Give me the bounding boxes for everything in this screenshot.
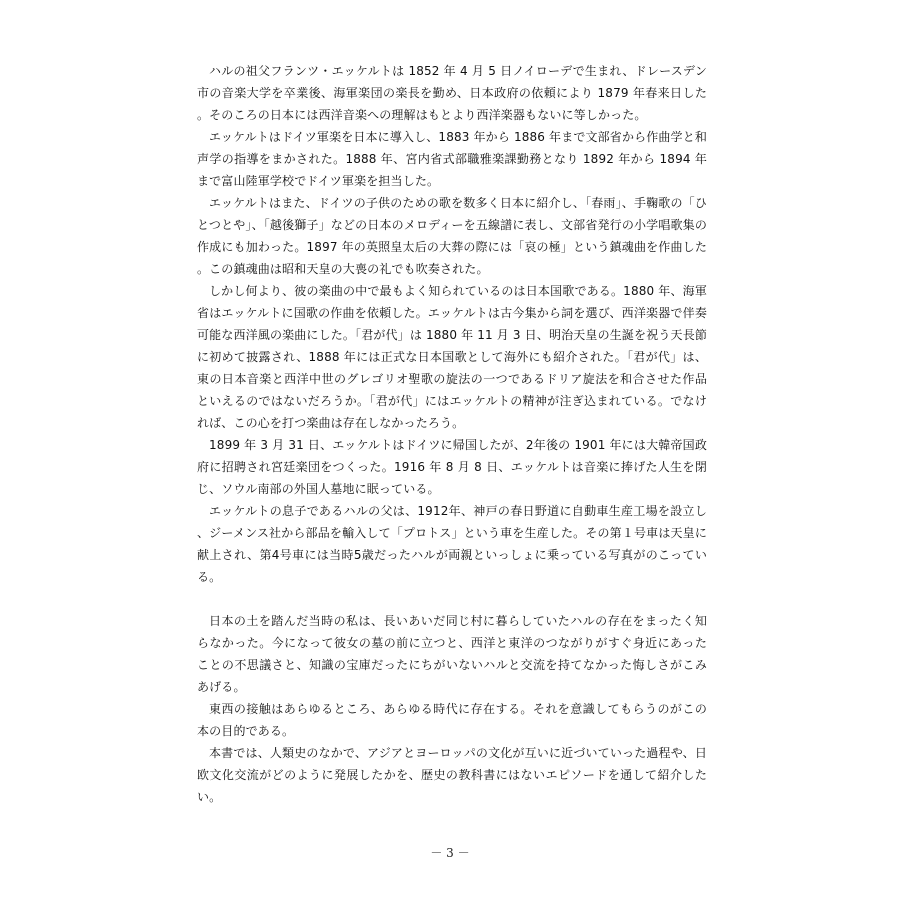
paragraph-national-anthem: しかし何より、彼の楽曲の中で最もよく知られているのは日本国歌である。1880 年、海軍省はエッケルトに国歌の作曲を依頼した。エッケルトは古今集から詞を選び、西洋楽器で伴奏可能な西洋風の楽曲にした。「君が代」は 1880 年 11 月 3 日、明治天皇の生誕を祝う天長節に初めて披露され、1888 年には正式な日本国歌として海外にも紹介された。「君が代」は、東の日本音楽と西洋中世のグレゴリオ聖歌の旋法の一つであるドリア旋法を和合させた作品といえるのではないだろうか。「君が代」にはエッケルトの精神が注ぎ込まれている。でなければ、この心を打つ楽曲は存在しなかったろう。 — [197, 284, 707, 430]
paragraph-author-reflection: 日本の土を踏んだ当時の私は、長いあいだ同じ村に暮らしていたハルの存在をまったく知らなかった。今になって彼女の墓の前に立つと、西洋と東洋のつながりがすぐ身近にあったことの不思議さと、知識の宝庫だったにちがいないハルと交流を持てなかった悔しさがこみあげる。 — [197, 614, 707, 694]
paragraph-east-west-contact: 東西の接触はあらゆるところ、あらゆる時代に存在する。それを意識してもらうのがこの本の目的である。 — [197, 702, 707, 738]
paragraph-haru-father: エッケルトの息子であるハルの父は、1912年、神戸の春日野道に自動車生産工場を設立し、ジーメンス社から部品を輸入して「プロトス」という車を生産した。その第１号車は天皇に献上され、第4号車には当時5歳だったハルが両親といっしょに乗っている写真がのこっている。 — [197, 504, 707, 584]
paragraph-military-music: エッケルトはドイツ軍楽を日本に導入し、1883 年から 1886 年まで文部省から作曲学と和声学の指導をまかされた。1888 年、宮内省式部職雅楽課勤務となり 1892 年から 1894 年まで富山陸軍学校でドイツ軍楽を担当した。 — [197, 130, 708, 188]
body-text — [197, 60, 707, 808]
page-number: － 3 － — [430, 846, 470, 860]
section-spacer — [197, 588, 707, 610]
paragraph-songs-introduction: エッケルトはまた、ドイツの子供のための歌を数多く日本に紹介し、「春雨」、手鞠歌の「ひとつとや」、「越後獅子」などの日本のメロディーを五線譜に表し、文部省発行の小学唱歌集の作成にも加わった。1897 年の英照皇太后の大葬の際には「哀の極」という鎮魂曲を作曲した。この鎮魂曲は昭和天皇の大喪の礼でも吹奏された。 — [197, 196, 707, 276]
paragraph-eckert-biography: ハルの祖父フランツ・エッケルトは 1852 年 4 月 5 日ノイローデで生まれ、ドレースデン市の音楽大学を卒業後、海軍楽団の楽長を勤め、日本政府の依頼により 1879 年春来日した。そのころの日本には西洋音楽への理解はもとより西洋楽器もないに等しかった。 — [197, 64, 707, 122]
paragraph-book-purpose: 本書では、人類史のなかで、アジアとヨーロッパの文化が互いに近づいていった過程や、日欧文化交流がどのように発展したかを、歴史の教科書にはないエピソードを通して紹介したい。 — [197, 746, 707, 804]
paragraph-return-and-death: 1899 年 3 月 31 日、エッケルトはドイツに帰国したが、2年後の 1901 年には大韓帝国政府に招聘され宮廷楽団をつくった。1916 年 8 月 8 日、エッケルトは音楽に捧げた人生を閉じ、ソウル南部の外国人墓地に眠っている。 — [197, 438, 707, 496]
